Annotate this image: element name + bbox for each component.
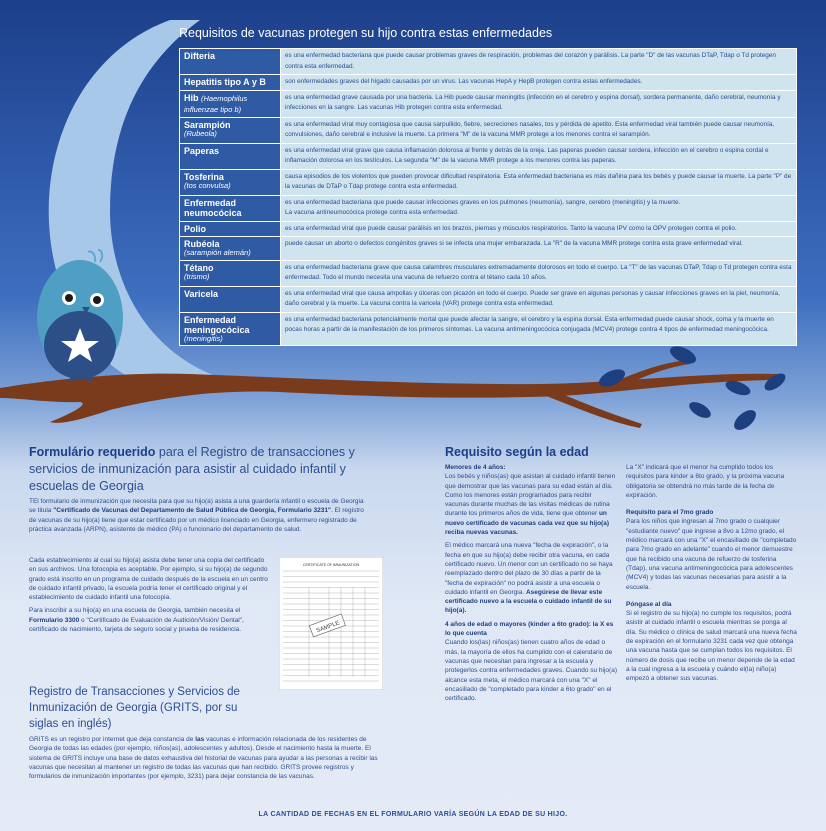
uptodate-heading: Póngase al día: [626, 600, 672, 608]
table-row: [180, 312, 797, 346]
heading-bold: Formulário requerido: [29, 445, 156, 459]
grits-body: GRITS es un registro por internet que deja constancia de las vacunas e información relacionada de los residentes de Georgia de todas las edades (por ejemplo, niños(as), adolescentes y adultos). Desde el nacimiento hasta la muerte. El sistema de GRITS incluye una base de datos exhaustiva del historial de vacunas para ayudar a las personas a recibir las vacunas que necesitan al mantener un registro de todas las vacunas que han recibido. GRITS provee registros y formularios de inmunización importantes (por ejemplo, 3231) para dejar constancia de las vacunas.: [29, 736, 378, 781]
disease-description: es una enfermedad grave causada por una bacteria. La Hib puede causar meningitis (infección en el cerebro y espina dorsal), sordera permanente, daño cerebral, neumonía y infecciones en la sangre. Las vacunas Hib protegen contra esta enfermedad.: [281, 90, 797, 117]
disease-description: es una enfermedad viral muy contagiosa que causa sarpullido, fiebre, secreciones nasales, tos y pérdida de apetito. Esta enfermedad viral también puede causar neumonía, convulsiones, daño cerebral e inclusive la muerte. La primera "M" de la vacuna MMR protege a los menores contra el sarampión.: [281, 117, 797, 143]
table-row: [180, 195, 797, 221]
disease-name: Varicela: [180, 286, 281, 312]
age-section-heading: Requisito según la edad: [445, 445, 589, 459]
table-row: [180, 169, 797, 195]
disease-description: es una enfermedad viral grave que causa inflamación dolorosa al frente y detrás de la oreja. Las paperas pueden causar sordera, infección en el cerebro o espina cordal e inflamación dolorosa en los testículos. La segunda "M" de la vacuna MMR protege a los menores contra las paperas.: [281, 143, 797, 169]
over4-paragraph: Cuando los(las) niños(as) tienen cuatro años de edad o más, la mayoría de ellos ha cumplido con el calendario de vacunas que necesitan para ingresar a la escuela y protegerlos contra enfermedades graves. Cuando su hijo(a) alcance esta meta, el médico marcará con una "X" el encasillado de "completado para kinder a 6to grado" en el certificado.: [445, 639, 617, 703]
age-col-1: Menores de 4 años: Los bebés y niños(as) que asistan al cuidado infantil tienen que demostrar que las vacunas para su edad están al día. Como los menores están programados para recibir vacunas durante muchas de las visitas médicas de rutina durante los primeros años de vida, tiene que obtener un nuevo certificado de vacunas cada vez que su hijo(a) reciba nuevas vacunas. El médico marcará una nueva "fecha de expiración", o la fecha en que su hijo(a) debe recibir otra vacuna, en cada certificado nuevo. Un menor con un certificado no se haya reemplazado dentro del plazo de 30 días a partir de la "fecha de expiración" no podrá asistir a una escuela o cuidado infantil en Georgia. Asegúrese de llevar este certificado nuevo a la escuela o cuidado infantil de su hijo(a). 4 años de edad o mayores (kinder a 6to grado): la X es lo que cuenta Cuando los(las) niños(as) tienen cuatro años de edad o más, la mayoría de ellos ha cumplido con el calendario de vacunas que necesitan para ingresar a la escuela y protegerlos contra enfermedades graves. Cuando su hijo(a) alcance esta meta, el médico marcará con una "X" el encasillado de "completado para kinder a 6to grado" en el certificado.: [445, 464, 617, 703]
disease-subtitle: (sarampión alemán): [184, 248, 251, 257]
disease-description: es una enfermedad viral que puede causar parálisis en los brazos, piernas y músculos respiratorios. Tanto la vacuna IPV como la OPV protegen contra el polio.: [281, 221, 797, 237]
form-section-body-2: [29, 556, 272, 638]
form-paragraph-3: Para inscribir a su hijo(a) en una escuela de Georgia, también necesita el Formulario 3300 o "Certificado de Evaluación de Audición/Visión/ Dental", certificado de nacimiento, tarjeta de seguro social y prueba de residencia.: [29, 607, 244, 634]
disease-name: Difteria: [180, 49, 281, 75]
form-paragraph-2: Cada establecimiento al cual su hijo(a) asista debe tener una copia del certificado en sus archivos. Una fotocopia es aceptable. Por ejemplo, si su hijo(a) de segundo grado está inscrito en un programa de cuidado después de la escuela en un centro de cuidado infantil privado, la escuela podría tener el certificado original y el establecimiento de cuidado infantil una fotocopia.: [29, 557, 268, 602]
heading-rest: para el Registro de transacciones y servicios de inmunización para asistir al cuidado infantil y escuelas de Georgia: [29, 445, 355, 493]
table-row: [180, 221, 797, 237]
disease-name: Tosferina (tos convulsa): [180, 169, 281, 195]
disease-description: es una enfermedad bacteriana potencialmente mortal que puede afectar la sangre, el cerebro y la espina dorsal. Esta enfermedad puede causar shock, coma y la muerte en pocas horas a partir de la manifestación de los primeros síntomas. La vacuna antimeningocócica conjugada (MCV4) protege contra 4 tipos de enfermedad meningocócica.: [281, 312, 797, 346]
grade7-heading: Requisito para el 7mo grado: [626, 509, 714, 517]
form-title: CERTIFICATE OF IMMUNIZATION: [302, 563, 360, 567]
x-paragraph: La "X" indicará que el menor ha cumplido todos los requisitos para kinder a 6to grado, y la próxima vacuna obligatoria se obtendrá no más tarde de la fecha de expiración.: [626, 464, 785, 499]
disease-subtitle: (Rubeola): [184, 128, 217, 138]
leaf-icon: [762, 370, 789, 394]
disease-table: [179, 48, 797, 346]
form-section-body: [29, 497, 369, 538]
table-row: [180, 117, 797, 143]
table-row: [180, 260, 797, 286]
disease-name: Sarampión (Rubeola): [180, 117, 281, 143]
disease-name: Hepatitis tipo A y B: [180, 75, 281, 91]
disease-subtitle: (tos convulsa): [184, 180, 231, 190]
uptodate-paragraph: Si el registro de su hijo(a) no cumple los requisitos, podrá asistir al cuidado infantil o escuela mientras se ponga al día. Su médico o clínica de salud marcará una nueva fecha de expiración en el formulario 3231 cada vez que obtenga una vacuna hasta que se cumplan todos los requisitos. El número de dosis que recibe un menor depende de la edad a la cual ingresa a la escuela y cuándo el(la) niño(a) empezó a obtener sus vacunas.: [626, 610, 797, 683]
disease-description: son enfermedades graves del hígado causadas por un virus. Las vacunas HepA y HepB protegen contra estas enfermedades.: [281, 75, 797, 91]
disease-name: Rubéola (sarampión alemán): [180, 237, 281, 261]
disease-name: Tétano (trismo): [180, 260, 281, 286]
grits-heading: Registro de Transacciones y Servicios de Inmunización de Georgia (GRITS, por su siglas en inglés): [29, 686, 240, 730]
over4-heading: 4 años de edad o mayores (kinder a 6to grado): la X es lo que cuenta: [445, 620, 614, 638]
disease-description: es una enfermedad bacteriana que puede causar infecciones graves en los pulmones (neumonía), sangre, cerebro (meningitis) y la muerte. La vacuna antineumocócica protege contra esta enfermedad.: [281, 195, 797, 221]
table-row: [180, 90, 797, 117]
disease-subtitle: (trismo): [184, 271, 210, 281]
table-title: Requisitos de vacunas protegen su hijo contra estas enfermedades: [179, 26, 553, 40]
form-section-heading: [29, 444, 379, 495]
disease-description: puede causar un aborto o defectos congénitos graves si se infecta una mujer embarazada. La "R" de la vacuna MMR protege contra esta grave enfermedad viral.: [281, 237, 797, 261]
disease-description: causa episodios de tos violentos que pueden provocar dificultad respiratoria. Esta enfermedad bacteriana es más dañina para los bebés y puede causar la muerte. La parte "P" de la vacunas de DTaP o Tdap protege contra esta enfermedad.: [281, 169, 797, 195]
leaf-icon: [731, 406, 760, 433]
leaf-icon: [687, 399, 714, 421]
footer-note: LA CANTIDAD DE FECHAS EN EL FORMULARIO VARÍA SEGÚN LA EDAD DE SU HIJO.: [258, 811, 568, 818]
table-row: [180, 75, 797, 91]
disease-description: es una enfermedad bacteriana grave que causa calambres musculares extremadamente dolorosos en todo el cuerpo. La "T" de las vacunas DTaP, Tdap o Td protegen contra esta enfermedad. Todo el mundo necesita una vacuna de refuerzo contra el tétano cada 10 años.: [281, 260, 797, 286]
tree-branch: [0, 374, 782, 423]
under4-heading: Menores de 4 años:: [445, 464, 506, 471]
form-paragraph-1: TEl formulario de inmunización que necesita para que su hijo(a) asista a una guardería infantil o escuela de Georgia se titula "Certificado de Vacunas del Departamento de Salud Pública de Georgia, Formulario 3231". El registro de vacunas de su hijo(a) tiene que estar certificado por un médico licenciado en Georgia, enfermero registrado de práctica avanzada (ARPN), asistente de médico (PA) o funcionario del departamento de salud.: [29, 498, 364, 533]
disease-name: Paperas: [180, 143, 281, 169]
disease-name: Enfermedad meningocócica (meningitis): [180, 312, 281, 346]
table-row: [180, 237, 797, 261]
sample-label: SAMPLE: [315, 620, 341, 635]
form-3231-sample-image: [279, 557, 383, 690]
disease-description: es una enfermedad viral que causa ampollas y úlceras con picazón en todo el cuerpo. Puede ser grave en algunas personas y causar infecciones graves en la piel, neumonía, daño cerebral y la muerte. La vacuna contra la varicela (VAR) protege contra esta enfermedad.: [281, 286, 797, 312]
grade7-paragraph: Para los niños que ingresan al 7mo grado o cualquier "estudiante nuevo" que ingrese a 8vo a 12mo grado, el médico marcará con una "X" el encasillado de "completado para 7mo grado en adelante" cuando el menor demuestre que ha recibido una vacuna de refuerzo de tosferina (Tdap), una vacuna antimeningocócica para adolescentes (MCV4) y todas las vacunas necesarias para asistir a la escuela.: [626, 518, 797, 591]
disease-subtitle: (Haemophilus influenzae tipo b): [184, 93, 248, 114]
disease-name: Polio: [180, 221, 281, 237]
table-row: [180, 143, 797, 169]
age-col-2: [626, 463, 798, 688]
table-row: [180, 49, 797, 75]
disease-description: es una enfermedad bacteriana que puede causar problemas graves de respiración, problemas del corazón y parálisis. La parte "D" de las vacunas DTaP, Tdap o Td protegen contra esta enfermedad.: [281, 49, 797, 75]
disease-name: Hib (Haemophilus influenzae tipo b): [180, 90, 281, 117]
table-row: [180, 286, 797, 312]
disease-subtitle: (meningitis): [184, 333, 223, 343]
disease-name: Enfermedad neumocócica: [180, 195, 281, 221]
